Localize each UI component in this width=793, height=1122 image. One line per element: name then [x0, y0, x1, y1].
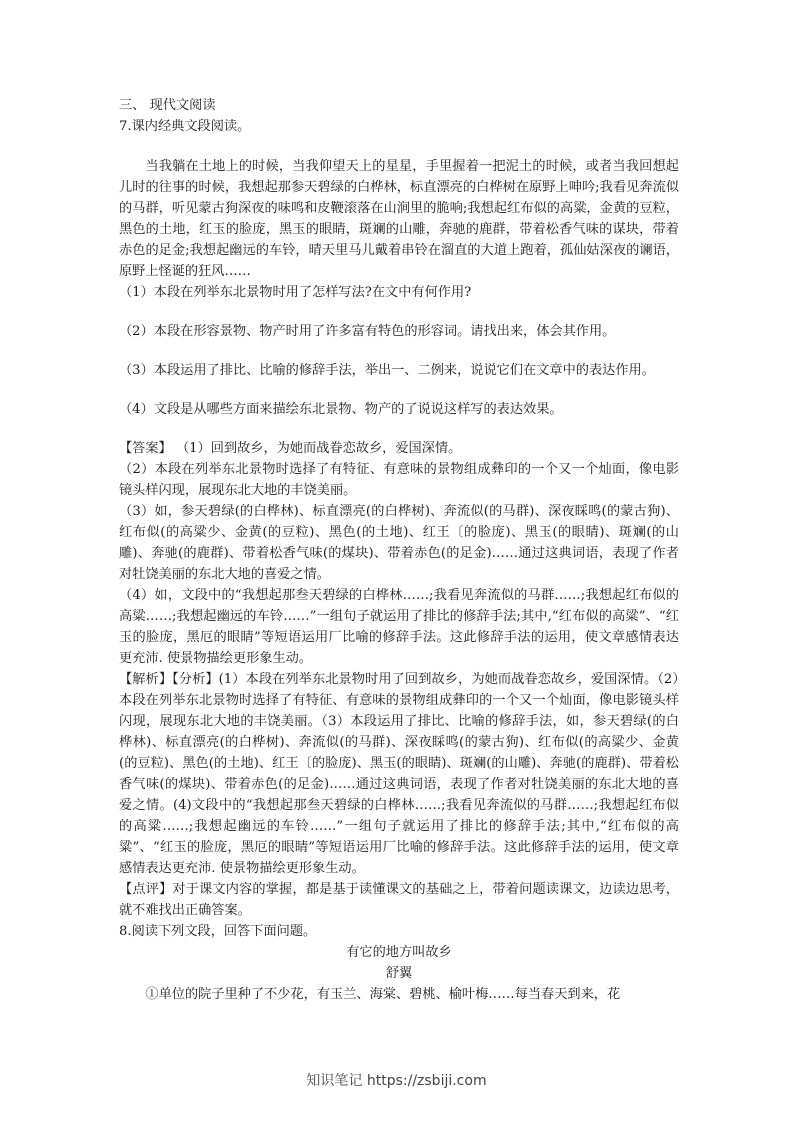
article-paragraph-1: ①单位的院子里种了不少花，有玉兰、海棠、碧桃、榆叶梅……每当春天到来，花 — [145, 987, 621, 1002]
question-7-title: 7.课内经典文段阅读。 — [119, 119, 251, 134]
question-7-sub-3: （3）本段运用了排比、比喻的修辞手法，举出一、二例来，说说它们在文章中的表达作用。 — [119, 363, 655, 378]
answer-line-3: （3）如，参天碧绿(的白桦林)、标直漂亮(的白桦树)、奔流似(的马群)、深夜睬鸣(的蒙古狗)、红布似(的高粱少、金黄(的豆粒)、黑色(的土地)、红王〔的脸庞)、黑玉(的眼睛)、斑斓(的山雕)、奔驰(的鹿群)、带着松香气味(的煤块)、带着赤色(的足金)……通过这典词语，表现了作者对牡饶美丽的东北大地的喜爱之情。 — [119, 504, 679, 582]
answer-line-4: （4）如，文段中的“我想起那叁天碧绿的白桦林……;我看见奔流似的马群……;我想起红布似的高粱……;我想起幽远的车铃……”一组句子就运用了排比的修辞手法;其中,“红布似的高粱”、“红玉的脸庞，黑厄的眼睛”等短语运用厂比喻的修辞手法。这此修辞手法的运用，使文章感情表达更充沛. 使景物描绘更形象生动。 — [119, 588, 679, 666]
page-content — [119, 95, 679, 1005]
question-7-sub-2: （2）本段在形容景物、物产时用了许多富有特色的形容词。请找出来，体会其作用。 — [119, 324, 616, 339]
section-heading: 三、 现代文阅读 — [119, 98, 216, 113]
analysis-paragraph: 【解析】【分析】(1）本段在列举东北景物时用了回到故乡，为她而战眷恋故乡，爱国深情。（2）本段在列举东北景物时选择了有特征、有意味的景物组成彝印的一个又一个灿面，像电影镜头样闪现，展现东北大地的丰饶美丽。（3）本段运用了排比、比喻的修辞手法，如，参天碧绿(的白桦林)、标直漂亮(的白桦树)、奔流似(的马群)、深夜睬鸣(的蒙古狗)、红布似(的高粱少、金黄(的豆粒)、黑色(的土地)、红王〔的脸庞)、黑玉(的眼睛)、斑斓(的山雕)、奔驰(的鹿群)、带着松香气味(的煤块)、带着赤色(的足金)……通过这典词语，表现了作者对牡饶美丽的东北大地的喜爱之情。(4)文段中的“我想起那叁天碧绿的白桦林……;我看见奔流似的马群……;我想起红布似的高粱……;我想起幽远的车铃……”一组句子就运用了排比的修辞手法;其中,“红布似的高粱”、“红玉的脸庞，黑厄的眼睛”等短语运用厂比喻的修辞手法。这此修辞手法的运用，使文章感情表达更充沛. 使景物描绘更形象生动。 — [119, 672, 679, 876]
answer-line-2: （2）本段在列举东北景物时选择了有特征、有意味的景物组成彝印的一个又一个灿面，像电影镜头样闪现，展现东北大地的丰饶美丽。 — [119, 462, 679, 498]
article-title: 有它的地方叫故乡 — [346, 945, 452, 960]
footer-watermark: 知识笔记 https://zsbiji.com — [306, 1073, 487, 1089]
comment-paragraph: 【点评】对于课文内容的掌握，都是基于读懂课文的基础之上，带着问题读课文，边读边思考，就不难找出正确答案。 — [119, 882, 679, 918]
question-7-sub-4: （4）文段是从哪些方面来描绘东北景物、物产的了说说这样写的表达效果。 — [119, 402, 563, 417]
question-7-sub-1: （1）本段在列举东北景物时用了怎样写法?在文中有何作用? — [119, 285, 472, 300]
question-8-title: 8.阅读下列文段，回答下面问题。 — [119, 924, 317, 939]
answer-line-1: 【答案】 （1）回到故乡，为她而战眷恋故乡，爱国深情。 — [119, 441, 462, 456]
question-7-passage: 当我躺在土地上的时候，当我仰望天上的星星，手里握着一把泥土的时候，或者当我回想起儿时的往事的时候，我想起那参天碧绿的白桦林，标直漂亮的白桦树在原野上呻吟;我看见奔流似的马群，听见蒙古狗深夜的味鸣和皮鞭滚落在山涧里的脆响;我想起红布似的高粱，金黄的豆粒，黑色的土地，红玉的脸庞，黑玉的眼睛，斑斓的山雕，奔驰的鹿群，带着松香气味的谋块，带着赤色的足金;我想起幽远的车铃，晴天里马儿戴着串铃在溜直的大道上跑着，孤仙姑深夜的谰语，原野上怪诞的狂风…… — [119, 159, 679, 279]
article-author: 舒翼 — [385, 966, 413, 981]
